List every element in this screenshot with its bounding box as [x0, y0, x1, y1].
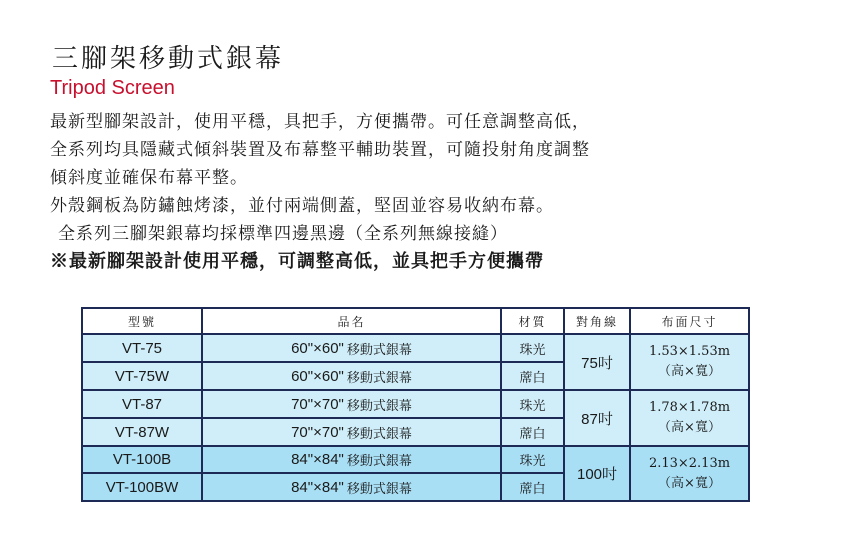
- cell-screen-size: [631, 391, 748, 445]
- cell-dimension-note: （高×寬）: [658, 364, 721, 379]
- cell-name-text: 移動式銀幕: [346, 398, 412, 414]
- header-name: 品名: [203, 309, 500, 333]
- cell-model: VT-100B: [83, 447, 201, 472]
- page-title-en: Tripod Screen: [50, 77, 175, 99]
- cell-dimension: 2.13×2.13m: [648, 455, 731, 471]
- header-model: 型號: [83, 309, 201, 333]
- cell-name-size: 60"×60": [291, 367, 344, 385]
- cell-screen-size: [631, 447, 748, 500]
- cell-material: 蓆白: [502, 419, 563, 445]
- cell-diagonal: 75吋: [565, 335, 629, 389]
- description-highlight: ※最新腳架設計使用平穩，可調整高低，並具把手方便攜帶: [50, 251, 544, 272]
- description-line: 最新型腳架設計，使用平穩，具把手，方便攜帶。可任意調整高低，: [50, 112, 590, 132]
- cell-name-size: 84"×84": [291, 478, 344, 496]
- cell-dimension: 1.53×1.53m: [648, 344, 731, 359]
- header-diagonal: 對角線: [565, 309, 629, 333]
- cell-diagonal: 87吋: [565, 391, 629, 445]
- cell-name-text: 移動式銀幕: [346, 342, 412, 358]
- description-block: [50, 108, 810, 276]
- header-material: 材質: [502, 309, 563, 333]
- page-title-zh: 三腳架移動式銀幕: [52, 44, 285, 74]
- cell-name: [203, 391, 500, 417]
- cell-material: 蓆白: [502, 363, 563, 389]
- cell-name-text: 移動式銀幕: [346, 454, 412, 469]
- cell-name: [203, 335, 500, 361]
- cell-name-size: 60"×60": [291, 339, 344, 357]
- header-size: 布面尺寸: [631, 309, 748, 333]
- cell-model: VT-87W: [83, 419, 201, 445]
- cell-name: [203, 419, 500, 445]
- cell-dimension: 1.78×1.78m: [648, 400, 731, 415]
- description-line: 傾斜度並確保布幕平整。: [50, 168, 248, 188]
- cell-name-size: 70"×70": [291, 395, 344, 413]
- cell-name: [203, 474, 500, 500]
- cell-name-text: 移動式銀幕: [346, 426, 412, 442]
- cell-name-size: 70"×70": [291, 423, 344, 441]
- cell-material: 蓆白: [502, 474, 563, 500]
- cell-model: VT-100BW: [83, 474, 201, 500]
- description-line: 全系列均具隱藏式傾斜裝置及布幕整平輔助裝置，可隨投射角度調整: [50, 140, 590, 160]
- description-line: 外殼鋼板為防鏽蝕烤漆，並付兩端側蓋，堅固並容易收納布幕。: [50, 196, 554, 216]
- cell-name-size: 84"×84": [291, 451, 344, 468]
- cell-name: [203, 447, 500, 472]
- cell-material: 珠光: [502, 391, 563, 417]
- cell-diagonal: 100吋: [565, 447, 629, 500]
- cell-name-text: 移動式銀幕: [346, 481, 412, 497]
- cell-model: VT-75: [83, 335, 201, 361]
- cell-model: VT-75W: [83, 363, 201, 389]
- cell-dimension-note: （高×寬）: [658, 420, 721, 435]
- cell-screen-size: [631, 335, 748, 389]
- description-line: 全系列三腳架銀幕均採標準四邊黑邊（全系列無線接縫）: [58, 224, 508, 244]
- cell-material: 珠光: [502, 447, 563, 472]
- cell-name: [203, 363, 500, 389]
- cell-name-text: 移動式銀幕: [346, 370, 412, 386]
- cell-material: 珠光: [502, 335, 563, 361]
- cell-model: VT-87: [83, 391, 201, 417]
- spec-table: [81, 307, 750, 502]
- cell-dimension-note: （高×寬）: [658, 475, 721, 491]
